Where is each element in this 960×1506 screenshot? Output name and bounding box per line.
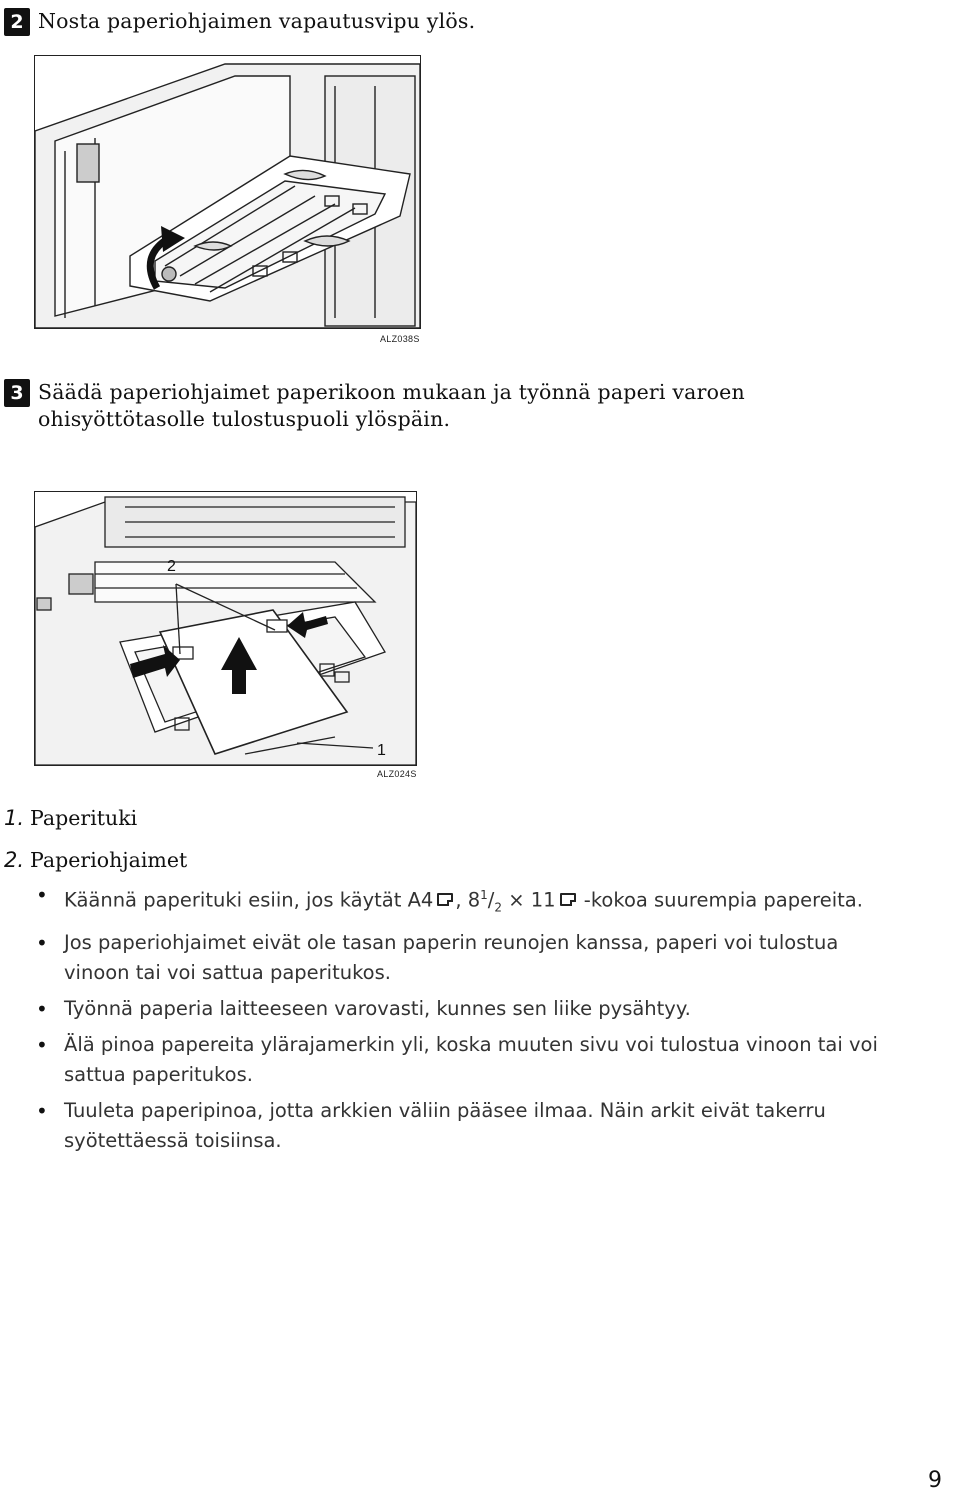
legend-number: 1. (4, 806, 25, 830)
landscape-paper-icon (437, 893, 453, 906)
legend-number: 2. (4, 848, 25, 872)
legend-item (4, 845, 187, 875)
step-number-badge: 2 (4, 8, 30, 36)
figure-code: ALZ038S (380, 334, 420, 344)
note-item: • Jos paperiohjaimet eivät ole tasan paperin reunojen kanssa, paperi voi tulostua vinoon tai voi sattua paperitukos. (30, 928, 910, 988)
printer-bypass-tray-illustration (35, 56, 420, 328)
landscape-paper-icon (560, 893, 576, 906)
note-item: • Työnnä paperia laitteeseen varovasti, kunnes sen liike pysähtyy. (30, 994, 910, 1024)
note-item: • Käännä paperituki esiin, jos käytät A4 , $8^1/_2 \times 11$ -kokoa suurempia papereita. (30, 880, 910, 922)
step-instruction: Nosta paperiohjaimen vapautusvipu ylös. (38, 9, 476, 33)
figure-code: ALZ024S (377, 769, 417, 779)
legend-item (4, 803, 137, 833)
step-3 (4, 379, 898, 433)
legend-label: Paperiohjaimet (30, 848, 188, 872)
callout-label: 2 (167, 558, 176, 575)
note-item: • Älä pinoa papereita ylärajamerkin yli, koska muuten sivu voi tulostua vinoon tai voi sattua paperitukos. (30, 1030, 910, 1090)
step-number-badge: 3 (4, 379, 30, 407)
callout-label: 1 (377, 742, 386, 759)
figure-release-lever (34, 55, 421, 329)
page-number: 9 (928, 1468, 942, 1493)
legend-label: Paperituki (30, 806, 138, 830)
note-item: • Tuuleta paperipinoa, jotta arkkien väliin pääsee ilmaa. Näin arkit eivät takerru syötettäessä toisiinsa. (30, 1096, 910, 1156)
paper-loading-illustration (35, 492, 416, 765)
notes-list (30, 880, 910, 1162)
figure-paper-guides (34, 491, 417, 766)
step-instruction: Säädä paperiohjaimet paperikoon mukaan ja työnnä paperi varoen ohisyöttötasolle tulostuspuoli ylöspäin. (38, 380, 745, 431)
step-2 (4, 8, 918, 36)
